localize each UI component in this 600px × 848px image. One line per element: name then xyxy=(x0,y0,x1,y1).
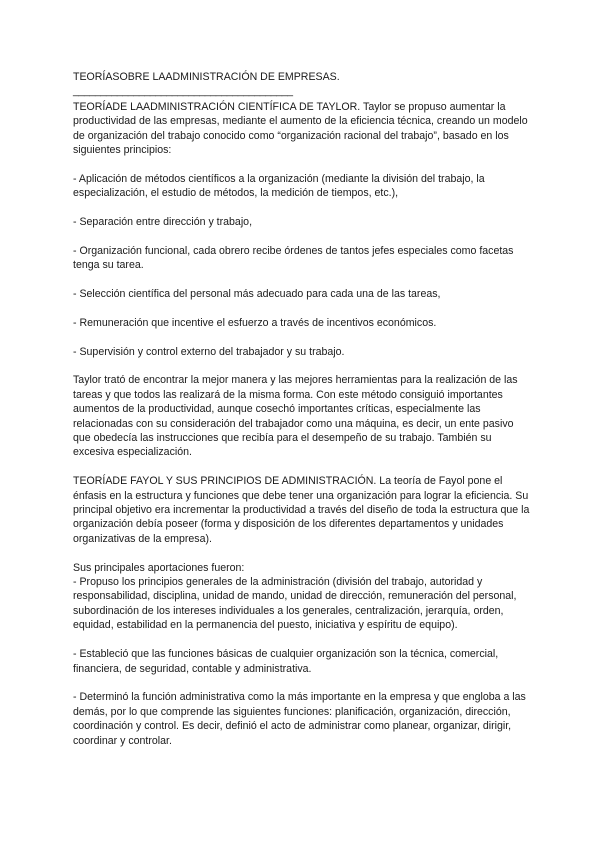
fayol-intro-paragraph xyxy=(73,474,531,546)
fayol-heading: TEORÍADE FAYOL Y SUS PRINCIPIOS DE ADMINISTRACIÓN. xyxy=(73,475,377,488)
taylor-heading: TEORÍADE LAADMINISTRACIÓN CIENTÍFICA DE TAYLOR. xyxy=(73,100,361,113)
taylor-principle-2: - Separación entre dirección y trabajo, xyxy=(73,216,253,229)
taylor-principle-3: - Organización funcional, cada obrero recibe órdenes de tantos jefes especiales como facetas tenga su tarea. xyxy=(73,244,514,272)
title-underline: ________________________________________ xyxy=(73,85,293,98)
taylor-principle-5: - Remuneración que incentive el esfuerzo a través de incentivos económicos. xyxy=(73,316,437,329)
fayol-intro-text: La teoría de Fayol pone el énfasis en la estructura y funciones que debe tener una organización para lograr la eficiencia. Su principal objetivo era incrementar la productividad a través del diseño de toda la estructura que la organización debía poseer (forma y disposición de los diferentes departamentos y unidades organizativas de la empresa). xyxy=(73,475,530,545)
taylor-principle-6: - Supervisión y control externo del trabajador y su trabajo. xyxy=(73,345,345,358)
taylor-principle-4: - Selección científica del personal más adecuado para cada una de las tareas, xyxy=(73,288,441,301)
taylor-intro-text: Taylor se propuso aumentar la productividad de las empresas, mediante el aumento de la eficiencia técnica, creando un modelo de organización del trabajo conocido como “organización racional del trabajo”, basado en los siguientes principios: xyxy=(73,100,528,157)
fayol-contribution-2: - Estableció que las funciones básicas de cualquier organización son la técnica, comercial, financiera, de seguridad, contable y administrativa. xyxy=(73,648,499,675)
taylor-conclusion-paragraph: Taylor trató de encontrar la mejor manera y las mejores herramientas para la realización de las tareas y que todos las realizará de la misma forma. Con este método consiguió importantes aumentos de la productividad, aunque cosechó importantes críticas, especialmente las relacionadas con su consideración del trabajador como una máquina, es decir, un ente pasivo que obedecía las instrucciones que recibía para el desempeño de su trabajo. También su excesiva especialización. xyxy=(73,374,518,459)
document-title: TEORÍASOBRE LAADMINISTRACIÓN DE EMPRESAS. xyxy=(73,71,340,83)
taylor-principle-1: - Aplicación de métodos científicos a la organización (mediante la división del trabajo, la especialización, el estudio de métodos, la medición de tiempos, etc.), xyxy=(73,172,485,200)
taylor-intro-paragraph xyxy=(73,100,531,158)
fayol-contribution-3: - Determinó la función administrativa como la más importante en la empresa y que engloba a las demás, por lo que comprende las siguientes funciones: planificación, organización, dirección, coordinación y control. Es decir, definió el acto de administrar como planear, organizar, dirigir, coordinar y controlar. xyxy=(73,691,526,747)
fayol-contribution-1: - Propuso los principios generales de la administración (división del trabajo, autoridad y responsabilidad, disciplina, unidad de mando, unidad de dirección, remuneración del personal, subordinación de los intereses individuales a los generales, centralización, jerarquía, orden, equidad, estabilidad en la permanencia del puesto, iniciativa y espíritu de equipo). xyxy=(73,576,517,632)
fayol-contributions-heading: Sus principales aportaciones fueron: xyxy=(73,561,245,574)
document-page xyxy=(73,70,531,762)
